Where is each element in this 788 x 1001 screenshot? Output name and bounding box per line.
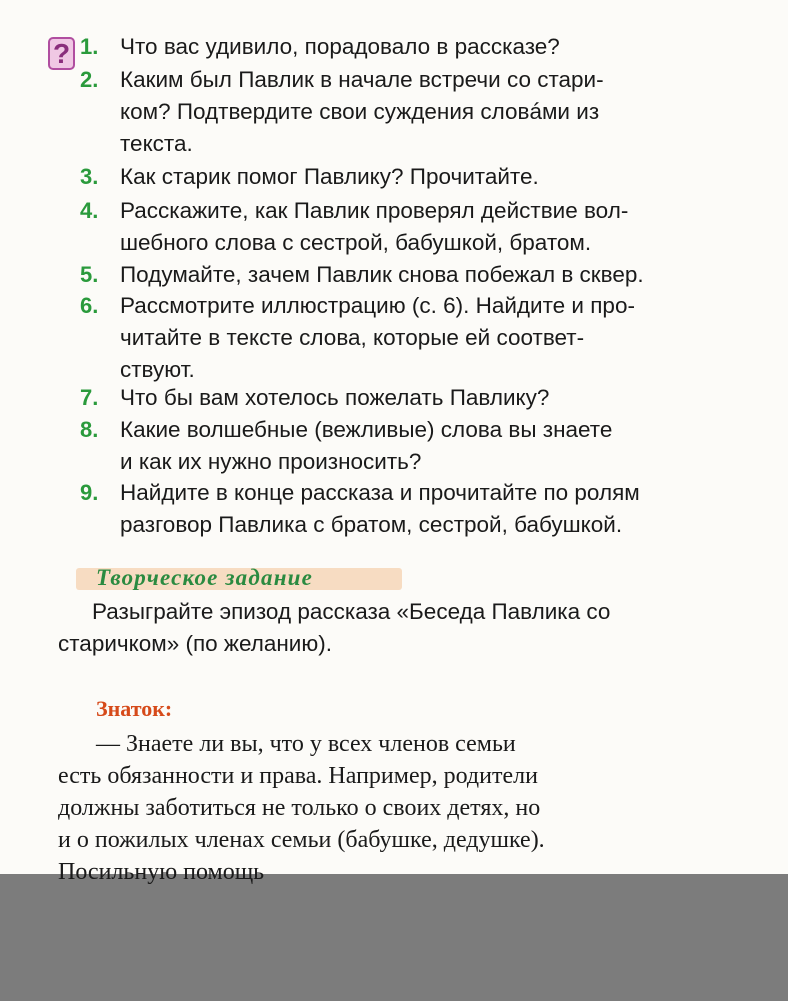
question-text-line: шебного слова с сестрой, бабушкой, братом. <box>120 230 592 255</box>
question-text-line: текста. <box>120 131 193 156</box>
question-text-line: Найдите в конце рассказа и прочитайте по ролям <box>120 480 640 505</box>
creative-task-line: старичком» (по желанию). <box>58 631 332 656</box>
question-number: 5. <box>80 262 99 287</box>
question-text-line: Расскажите, как Павлик проверял действие вол- <box>120 198 629 223</box>
question-text-line: читайте в тексте слова, которые ей соответ- <box>120 325 585 350</box>
question-text-line: и как их нужно произносить? <box>120 449 422 474</box>
question-number: 3. <box>80 164 99 189</box>
question-text-line: Какие волшебные (вежливые) слова вы знаете <box>120 417 613 442</box>
question-number: 2. <box>80 67 99 92</box>
question-number: 9. <box>80 480 99 505</box>
creative-task-title: Творческое задание <box>96 565 314 590</box>
question-text-line: Каким был Павлик в начале встречи со стари- <box>120 67 604 92</box>
creative-task-line: Разыграйте эпизод рассказа «Беседа Павлика со <box>92 599 611 624</box>
question-number: 1. <box>80 34 99 59</box>
znatok-text-line: — Знаете ли вы, что у всех членов семьи <box>96 731 516 757</box>
question-number: 4. <box>80 198 99 223</box>
question-text-line: Что вас удивило, порадовало в рассказе? <box>120 34 560 59</box>
question-mark-icon: ? <box>48 37 75 70</box>
question-text-line: Подумайте, зачем Павлик снова побежал в сквер. <box>120 262 644 287</box>
question-text-line: Что бы вам хотелось пожелать Павлику? <box>120 385 550 410</box>
question-text-line: разговор Павлика с братом, сестрой, бабушкой. <box>120 512 623 537</box>
znatok-text-line: есть обязанности и права. Например, родители <box>58 763 538 789</box>
znatok-text-line: и о пожилых членах семьи (бабушке, дедушке). <box>58 827 545 853</box>
znatok-heading: Знаток: <box>96 696 173 721</box>
znatok-text-line: Посильную помощь <box>58 859 265 885</box>
question-text-line: ком? Подтвердите свои суждения словáми из <box>120 99 600 124</box>
question-number: 6. <box>80 293 99 318</box>
question-number: 7. <box>80 385 99 410</box>
question-text-line: Как старик помог Павлику? Прочитайте. <box>120 164 539 189</box>
question-text-line: ствуют. <box>120 357 195 382</box>
znatok-text-line: должны заботиться не только о своих детях, но <box>58 795 541 821</box>
question-number: 8. <box>80 417 99 442</box>
question-text-line: Рассмотрите иллюстрацию (с. 6). Найдите и про- <box>120 293 635 318</box>
